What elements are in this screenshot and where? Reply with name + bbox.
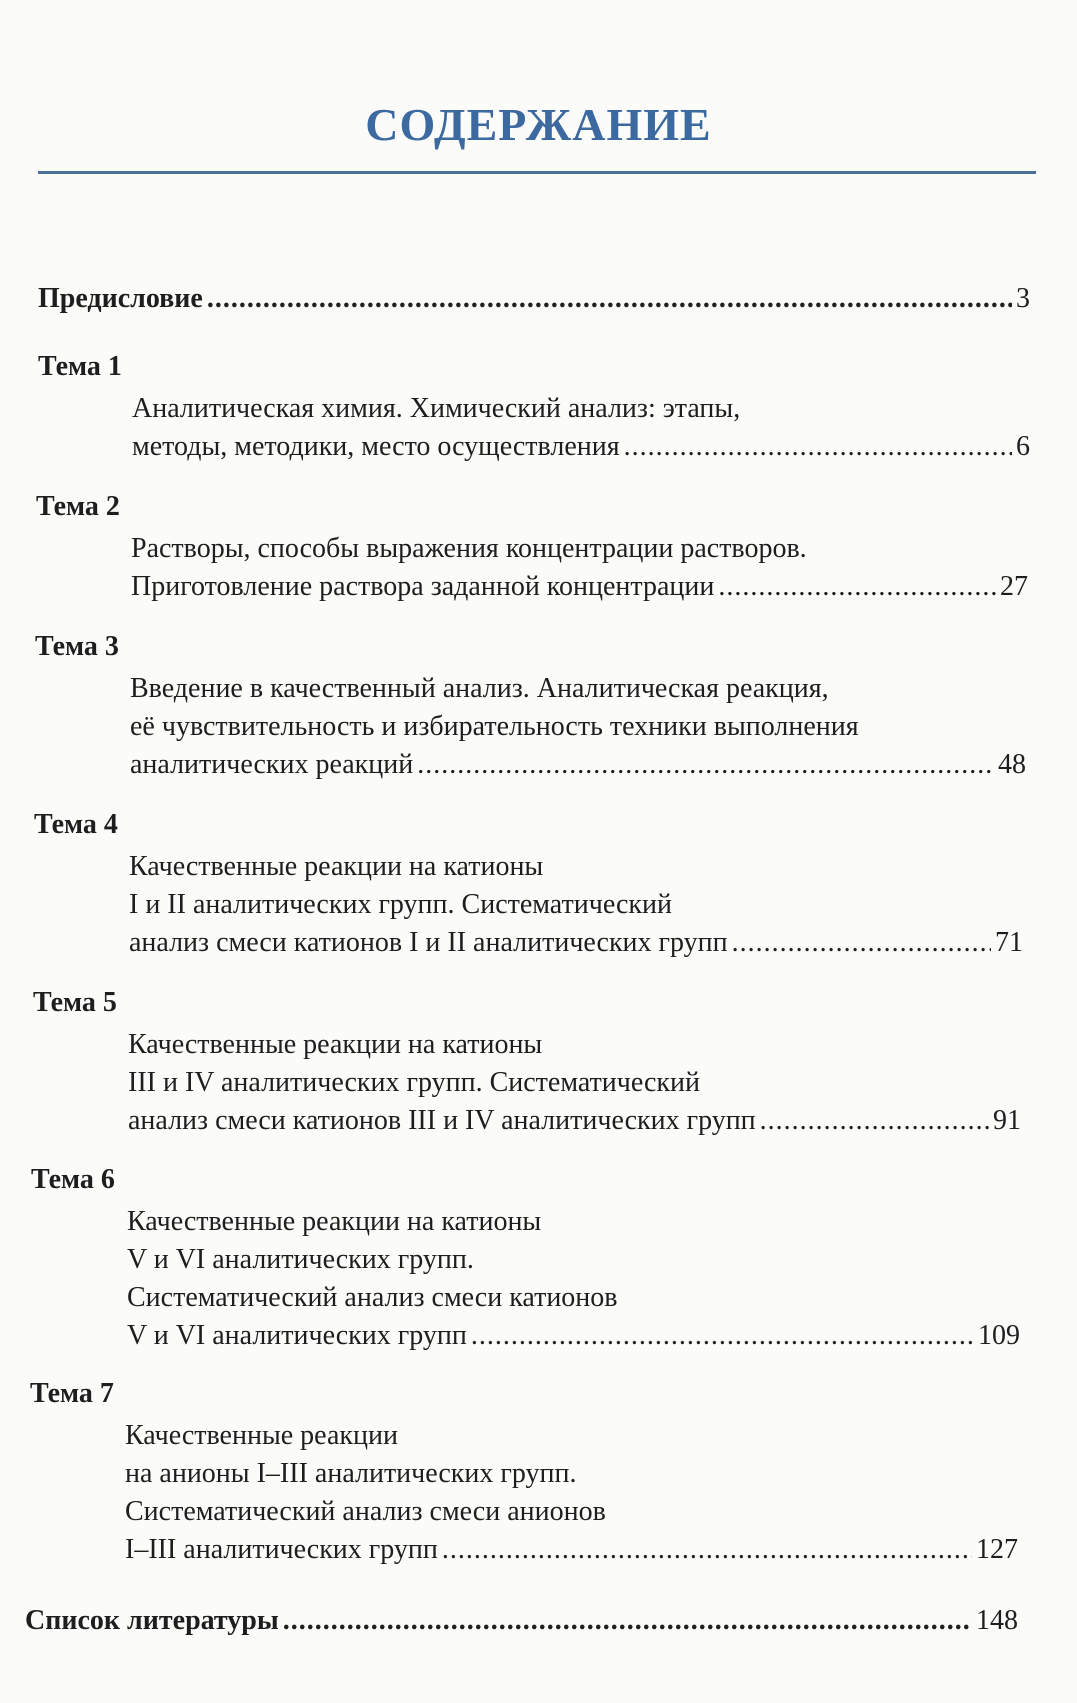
toc-entry-topic-1[interactable]: [132, 430, 1030, 464]
dot-leader: [207, 282, 1012, 316]
toc-page-number: 6: [1016, 431, 1030, 462]
toc-entry-line: III и IV аналитических групп. Систематический: [128, 1067, 700, 1098]
toc-entry-label: методы, методики, место осуществления: [132, 431, 620, 462]
toc-page-number: 48: [998, 749, 1026, 780]
dot-leader: [283, 1604, 972, 1638]
toc-entry-line: Аналитическая химия. Химический анализ: этапы,: [132, 393, 741, 424]
toc-entry-line: Систематический анализ смеси катионов: [127, 1282, 618, 1313]
dot-leader: [718, 570, 996, 604]
toc-entry-label: I–III аналитических групп: [125, 1534, 438, 1565]
page-title: СОДЕРЖАНИЕ: [365, 99, 712, 150]
dot-leader: [624, 430, 1012, 464]
toc-entry-preface[interactable]: [38, 282, 1030, 316]
toc-entry-label: аналитических реакций: [130, 749, 414, 780]
toc-entry-line: Введение в качественный анализ. Аналитическая реакция,: [130, 673, 829, 704]
toc-page-number: 3: [1016, 283, 1030, 314]
topic-heading: Тема 2: [36, 491, 120, 522]
toc-entry-line: Растворы, способы выражения концентрации растворов.: [131, 533, 807, 564]
toc-entry-line: Качественные реакции на катионы: [129, 851, 544, 882]
dot-leader: [732, 926, 991, 960]
toc-entry-topic-4[interactable]: [129, 926, 1023, 960]
toc-entry-label: Предисловие: [38, 283, 203, 314]
dot-leader: [471, 1319, 974, 1353]
topic-heading: Тема 4: [34, 809, 118, 840]
toc-entry-line: её чувствительность и избирательность техники выполнения: [130, 711, 859, 742]
toc-entry-references[interactable]: [25, 1604, 1018, 1638]
toc-entry-line: на анионы I–III аналитических групп.: [125, 1458, 577, 1489]
toc-entry-line: Качественные реакции: [125, 1420, 398, 1451]
toc-entry-line: Качественные реакции на катионы: [128, 1029, 543, 1060]
topic-heading: Тема 3: [35, 631, 119, 662]
toc-entry-line: Качественные реакции на катионы: [127, 1206, 542, 1237]
topic-heading: Тема 1: [38, 351, 122, 382]
toc-entry-line: I и II аналитических групп. Систематический: [129, 889, 672, 920]
toc-entry-label: V и VI аналитических групп: [127, 1320, 467, 1351]
toc-entry-label: анализ смеси катионов I и II аналитических групп: [129, 927, 728, 958]
toc-page-number: 109: [978, 1320, 1020, 1351]
topic-heading: Тема 5: [33, 987, 117, 1018]
dot-leader: [417, 748, 994, 782]
toc-page-number: 148: [976, 1605, 1018, 1636]
toc-page-number: 71: [995, 927, 1023, 958]
toc-entry-line: Систематический анализ смеси анионов: [125, 1496, 606, 1527]
toc-entry-topic-3[interactable]: [130, 748, 1026, 782]
dot-leader: [760, 1104, 989, 1138]
toc-entry-topic-5[interactable]: [128, 1104, 1021, 1138]
toc-entry-topic-6[interactable]: [127, 1319, 1020, 1353]
toc-entry-topic-7[interactable]: [125, 1533, 1018, 1567]
toc-entry-label: анализ смеси катионов III и IV аналитических групп: [128, 1105, 756, 1136]
dot-leader: [442, 1533, 972, 1567]
toc-entry-label: Приготовление раствора заданной концентрации: [131, 571, 715, 602]
toc-entry-label: Список литературы: [25, 1605, 279, 1636]
topic-heading: Тема 7: [30, 1378, 114, 1409]
toc-entry-topic-2[interactable]: [131, 570, 1028, 604]
toc-page-number: 27: [1000, 571, 1028, 602]
topic-heading: Тема 6: [31, 1164, 115, 1195]
toc-page-number: 127: [976, 1534, 1018, 1565]
toc-page-number: 91: [993, 1105, 1021, 1136]
toc-entry-line: V и VI аналитических групп.: [127, 1244, 474, 1275]
